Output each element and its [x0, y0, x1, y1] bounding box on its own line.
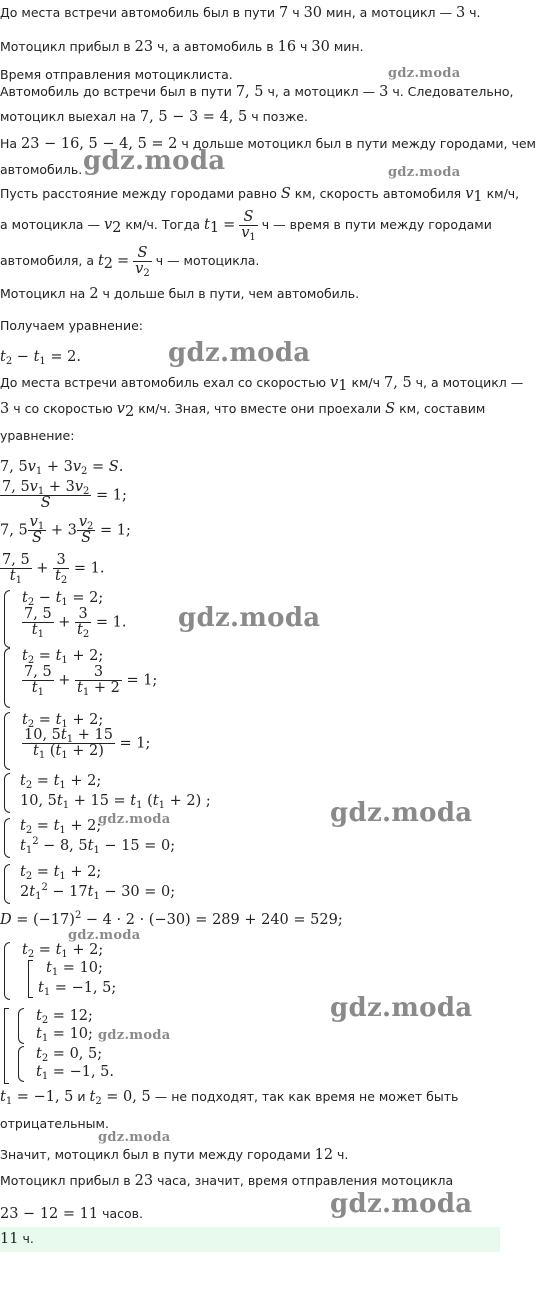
equation: 7, 5 $\frac{v_1}{S}$ + 3 $\frac{v_2}{S}$ = 1;	[0, 514, 131, 546]
answer-box: 11 ч.	[0, 1227, 500, 1252]
text-line: автомобиля, а $t_2$ = $\frac{S}{v_2}$ ч — мотоцикла.	[0, 245, 260, 279]
text-line: Пусть расстояние между городами равно S км, скорость автомобиля $v_1$ км/ч,	[0, 186, 520, 205]
watermark: gdz.moda	[178, 603, 321, 633]
system-brace	[4, 942, 10, 1000]
equation: $t_2 = t_1 + 2$;	[22, 942, 104, 960]
equation: $t_1 = 10$;	[46, 960, 103, 978]
text-line: Мотоцикл прибыл в 23 ч, а автомобиль в 16 ч 30 мин.	[0, 39, 364, 55]
text-line: автомобиль.	[0, 162, 83, 177]
watermark: gdz.moda	[330, 993, 473, 1023]
system-brace	[18, 1008, 24, 1044]
text-line: Значит, мотоцикл был в пути между городами 12 ч.	[0, 1147, 349, 1163]
equation: $t_2 = 0$, 5;	[36, 1046, 103, 1064]
equation: $t_2 = 12$;	[36, 1008, 93, 1026]
equation: $\frac{10, 5t_1 + 15}{t_1 (t_1 + 2)}$ = 1;	[24, 727, 151, 761]
system-brace	[4, 590, 10, 648]
watermark: gdz.moda	[168, 338, 311, 368]
watermark: gdz.moda	[68, 928, 141, 943]
equation: $t_1 = -1$, 5;	[38, 980, 117, 998]
equation: $D = (-17)^2 - 4 \cdot 2 \cdot (-30) = 289 + 240 = 529$;	[0, 910, 343, 928]
system-brace	[4, 712, 10, 770]
watermark: gdz.moda	[330, 798, 473, 828]
equation: $t_2 - t_1 = 2$;	[22, 590, 104, 608]
text-line: Время отправления мотоциклиста.	[0, 67, 233, 82]
text-line: На 23 − 16, 5 − 4, 5 = 2 ч дольше мотоцикл был в пути между городами, чем	[0, 136, 536, 152]
equation: $t_1 = -1$, 5.	[36, 1064, 114, 1082]
equation: $2t_1^2 - 17t_1 - 30 = 0$;	[20, 882, 176, 902]
equation: 10, $5t_1 + 15 = t_1$ $(t_1 + 2)$ ;	[20, 793, 211, 811]
equation: $t_2 = t_1 + 2$;	[20, 773, 102, 791]
equation: $t_1^2 - 8$, $5t_1 - 15 = 0$;	[20, 836, 176, 856]
text-line: До места встречи автомобиль был в пути 7 ч 30 мин, а мотоцикл — 3 ч.	[0, 5, 481, 21]
watermark: gdz.moda	[98, 812, 171, 827]
watermark: gdz.moda	[388, 165, 461, 180]
equation: $\frac{7, 5}{t_1}$ + $\frac{3}{t_2}$ = 1.	[2, 552, 105, 586]
text-line: Получаем уравнение:	[0, 318, 143, 333]
equation: $t_2 = t_1 + 2$;	[20, 864, 102, 882]
watermark: gdz.moda	[388, 66, 461, 81]
watermark: gdz.moda	[83, 146, 226, 176]
equation: $t_2 = t_1 + 2$;	[20, 818, 102, 836]
set-bracket	[28, 960, 33, 998]
watermark: gdz.moda	[98, 1130, 171, 1145]
set-bracket	[4, 1008, 9, 1084]
equation: $t_2 - t_1 = 2$.	[0, 349, 81, 367]
text-line: Мотоцикл на 2 ч дольше был в пути, чем автомобиль.	[0, 286, 360, 302]
equation: $\frac{7, 5}{t_1}$ + $\frac{3}{t_2}$ = 1.	[24, 606, 127, 640]
text-line: мотоцикл выехал на 7, 5 − 3 = 4, 5 ч позже.	[0, 109, 308, 125]
equation: 7, $5v_1 + 3v_2 = S$.	[0, 459, 124, 477]
system-brace	[18, 1046, 24, 1082]
text-line: отрицательным.	[0, 1116, 109, 1131]
equation: $\frac{7, 5}{t_1}$ + $\frac{3}{t_1 + 2}$ = 1;	[24, 664, 158, 698]
text-line: уравнение:	[0, 428, 75, 443]
text-line: 23 − 12 = 11 часов.	[0, 1206, 143, 1222]
equation: $t_1 = 10$;	[36, 1026, 93, 1044]
text-line: $t_1 = -1$, 5 и $t_2 = 0$, 5 — не подходят, так как время не может быть	[0, 1089, 459, 1107]
system-brace	[4, 773, 10, 813]
text-line: Автомобиль до встречи был в пути 7, 5 ч, а мотоцикл — 3 ч. Следовательно,	[0, 84, 514, 100]
text-line: 3 ч со скоростью $v_2$ км/ч. Зная, что вместе они проехали S км, составим	[0, 401, 486, 420]
text-line: До места встречи автомобиль ехал со скоростью $v_1$ км/ч 7, 5 ч, а мотоцикл —	[0, 375, 524, 394]
system-brace	[4, 818, 10, 858]
text-line: а мотоцикла — $v_2$ км/ч. Тогда $t_1$ = $\frac{S}{v_1}$ ч — время в пути между городами	[0, 209, 492, 243]
equation: $t_2 = t_1 + 2$;	[22, 648, 104, 666]
text-line: Мотоцикл прибыл в 23 часа, значит, время отправления мотоцикла	[0, 1173, 454, 1189]
system-brace	[4, 864, 10, 904]
watermark: gdz.moda	[330, 1189, 473, 1219]
equation: $t_2 = t_1 + 2$;	[22, 712, 104, 730]
equation: $\frac{7, 5v_1 + 3v_2}{S}$ = 1;	[2, 479, 127, 511]
system-brace	[4, 648, 10, 708]
watermark: gdz.moda	[98, 1028, 171, 1043]
